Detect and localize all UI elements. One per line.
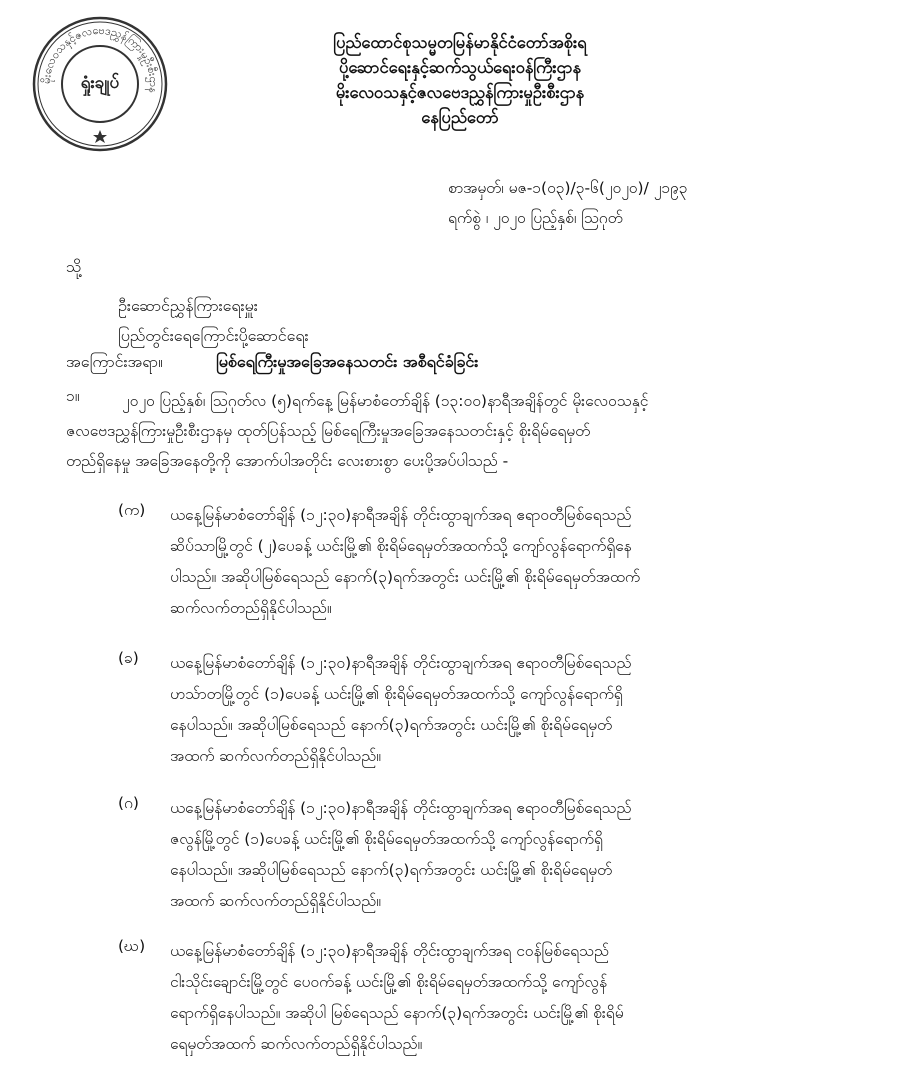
paragraph-1 — [66, 386, 866, 476]
item-line: အထက် ဆက်လက်တည်ရှိနိုင်ပါသည်။ — [170, 892, 381, 910]
item-line: နေပါသည်။ အဆိုပါမြစ်ရေသည် နောက်(၃)ရက်အတွင်း ယင်းမြို့၏ စိုးရိမ်ရေမှတ် — [170, 861, 613, 879]
letterhead — [240, 30, 680, 130]
paragraph-line: တည်ရှိနေမှု အခြေအနေတို့ကို အောက်ပါအတိုင်း လေးစားစွာ ပေးပို့အပ်ပါသည် - — [66, 452, 509, 470]
item-number: (ဃ) — [118, 937, 146, 955]
item-number: (ခ) — [118, 649, 139, 667]
item-line: ဆက်လက်တည်ရှိနိုင်ပါသည်။ — [170, 599, 332, 617]
subject-line — [66, 351, 866, 375]
item-line: ရောက်ရှိနေပါသည်။ အဆိုပါ မြစ်ရေသည် နောက်(၃)ရက်အတွင်း ယင်းမြို့၏ စိုးရိမ် — [170, 1004, 624, 1022]
item-number: (ဂ) — [118, 794, 139, 812]
paragraph-line: ၂၀၂၀ ပြည့်နှစ်၊ ဩဂုတ်လ (၅)ရက်နေ့ မြန်မာစံတော်ချိန် (၁၃:၀၀)နာရီအချိန်တွင် မိုးလေဝသနှင့် — [122, 392, 649, 410]
letterhead-line: မိုးလေဝသနှင့်ဇလဗေဒညွှန်ကြားမှုဦးစီးဌာန — [335, 83, 585, 102]
item-line: ရေမှတ်အထက် ဆက်လက်တည်ရှိနိုင်ပါသည်။ — [170, 1035, 423, 1053]
reference-block — [448, 173, 868, 233]
item-line: ယနေ့မြန်မာစံတော်ချိန် (၁၂:၃၀)နာရီအချိန် တိုင်းထွာချက်အရ ဧရာဝတီမြစ်ရေသည် — [170, 506, 632, 524]
item-line: ယနေ့မြန်မာစံတော်ချိန် (၁၂:၃၀)နာရီအချိန် တိုင်းထွာချက်အရ ဧရာဝတီမြစ်ရေသည် — [170, 799, 632, 817]
subject-text: မြစ်ရေကြီးမှုအခြေအနေသတင်း အစီရင်ခံခြင်း — [216, 352, 479, 371]
letterhead-line: ပို့ဆောင်ရေးနှင့်ဆက်သွယ်ရေးဝန်ကြီးဌာန — [339, 58, 581, 77]
item-line: ငါးသိုင်းချောင်းမြို့တွင် ပေဝက်ခန့် ယင်းမြို့၏ စိုးရိမ်ရေမှတ်အထက်သို့ ကျော်လွန် — [170, 973, 607, 991]
addressee-block — [118, 291, 618, 351]
seal-ring-text: မိုးလေဝသနှင့်ဇလဗေဒညွှန်ကြားမှုဦးစီးဌာန — [39, 23, 161, 94]
letterhead-line: နေပြည်တော် — [421, 108, 499, 127]
seal-center-text: ရှုံးချုပ် — [80, 72, 120, 93]
addressee-line: ဦးဆောင်ညွှန်ကြားရေးမှူး — [118, 296, 258, 315]
paragraph-line: ဇလဗေဒညွှန်ကြားမှုဦးစီးဌာနမှ ထုတ်ပြန်သည့် မြစ်ရေကြီးမှုအခြေအနေသတင်းနှင့် စိုးရိမ်ရေမှတ် — [66, 422, 591, 440]
item-number: (က) — [118, 501, 146, 519]
item-line: အထက် ဆက်လက်တည်ရှိနိုင်ပါသည်။ — [170, 747, 381, 765]
official-seal — [30, 14, 170, 154]
letterhead-line: ပြည်ထောင်စုသမ္မတမြန်မာနိုင်ငံတော်အစိုးရ — [333, 33, 587, 52]
letter-number: စာအမှတ်၊ မဇ-၁(၀၃)/၃-၆(၂၀၂၀)/ ၂၁၉၃ — [448, 179, 688, 197]
to-label: သို့ — [66, 257, 82, 276]
item-line: ပါသည်။ အဆိုပါမြစ်ရေသည် နောက်(၃)ရက်အတွင်း ယင်းမြို့၏ စိုးရိမ်ရေမှတ်အထက် — [170, 568, 641, 586]
paragraph-number: ၁။ — [66, 387, 80, 405]
subject-label: အကြောင်းအရာ။ — [66, 352, 163, 371]
item-line: ဆိပ်သာမြို့တွင် (၂)ပေခန့် ယင်းမြို့၏ စိုးရိမ်ရေမှတ်အထက်သို့ ကျော်လွန်ရောက်ရှိနေ — [170, 537, 632, 555]
item-line: ယနေ့မြန်မာစံတော်ချိန် (၁၂:၃၀)နာရီအချိန် တိုင်းထွာချက်အရ ဧရာဝတီမြစ်ရေသည် — [170, 654, 632, 672]
item-line: ဟသ်ာတမြို့တွင် (၁)ပေခန့် ယင်းမြို့၏ စိုးရိမ်ရေမှတ်အထက်သို့ ကျော်လွန်ရောက်ရှိ — [170, 685, 623, 703]
item-line: နေပါသည်။ အဆိုပါမြစ်ရေသည် နောက်(၃)ရက်အတွင်း ယင်းမြို့၏ စိုးရိမ်ရေမှတ် — [170, 716, 613, 734]
addressee-line: ပြည်တွင်းရေကြောင်းပို့ဆောင်ရေး — [118, 326, 309, 345]
item-line: ဇလွန်မြို့တွင် (၁)ပေခန့် ယင်းမြို့၏ စိုးရိမ်ရေမှတ်အထက်သို့ ကျော်လွန်ရောက်ရှိ — [170, 830, 603, 848]
letter-date: ရက်စွဲ ၊ ၂၀၂၀ ပြည့်နှစ်၊ ဩဂုတ် — [448, 209, 623, 227]
item-line: ယနေ့မြန်မာစံတော်ချိန် (၁၂:၃၀)နာရီအချိန် တိုင်းထွာချက်အရ ငဝန်မြစ်ရေသည် — [170, 942, 610, 960]
